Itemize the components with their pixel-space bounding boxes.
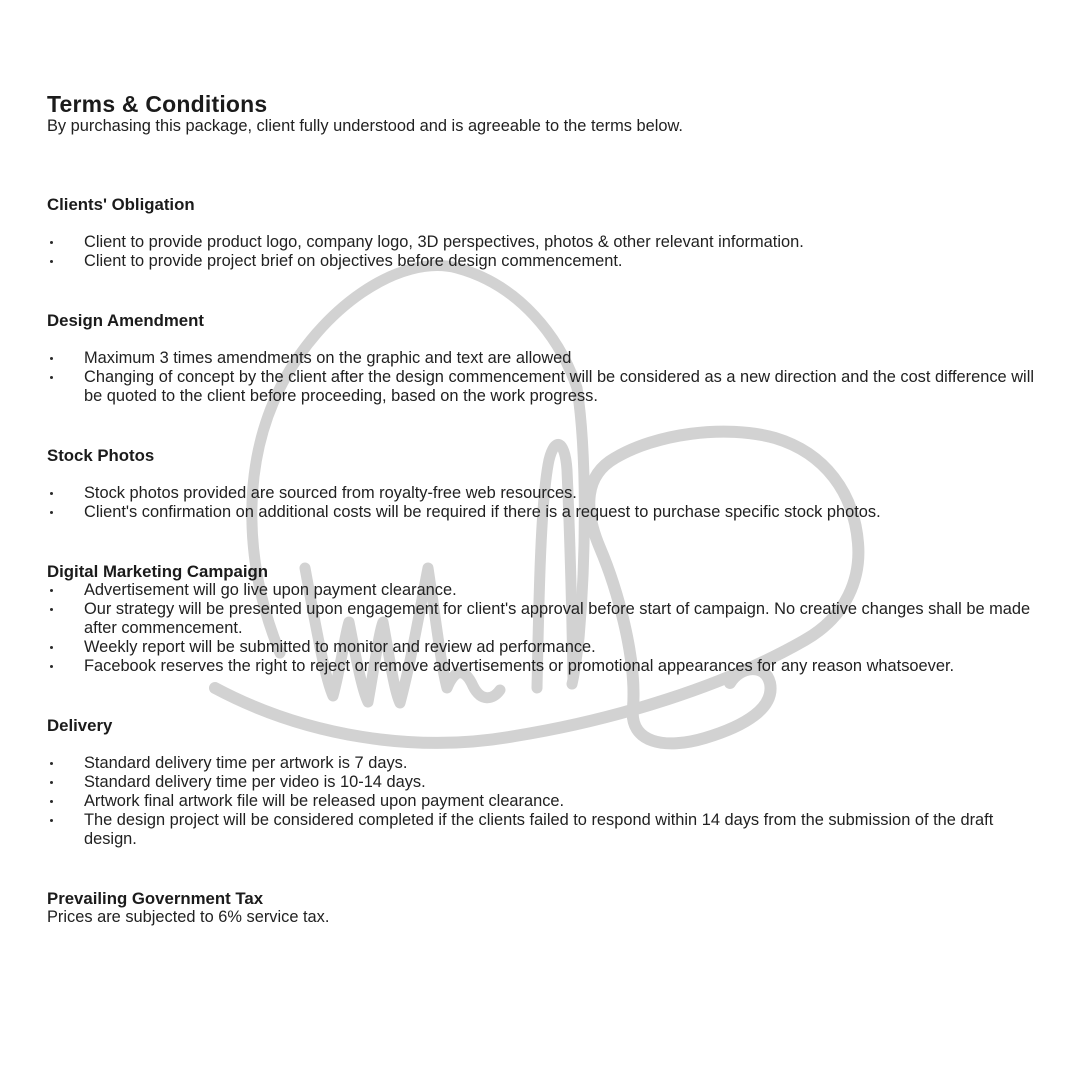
bullet-item: [47, 581, 1049, 600]
bullet-dot-icon: [50, 589, 53, 592]
bullet-text: Facebook reserves the right to reject or remove advertisements or promotional appearances for any reason whatsoever.: [84, 657, 955, 675]
bullet-item: [47, 754, 1049, 773]
section-clients-obligation: [47, 195, 1049, 271]
bullet-item: [47, 657, 1049, 676]
bullet-item: [47, 811, 1049, 849]
page-title: Terms & Conditions: [47, 91, 268, 117]
bullet-item: [47, 600, 1049, 638]
bullet-dot-icon: [50, 608, 53, 611]
bullet-text: Changing of concept by the client after the design commencement will be considered as a new direction and the cost difference will be quoted to the client before proceeding, based on the work progress.: [84, 368, 1034, 405]
intro-text: By purchasing this package, client fully understood and is agreeable to the terms below.: [47, 117, 683, 135]
bullet-list: [47, 349, 1049, 406]
bullet-text: Stock photos provided are sourced from royalty-free web resources.: [84, 484, 577, 502]
bullet-item: [47, 368, 1049, 406]
bullet-dot-icon: [50, 781, 53, 784]
bullet-dot-icon: [50, 665, 53, 668]
section-heading: Digital Marketing Campaign: [47, 562, 268, 581]
section-heading: Design Amendment: [47, 311, 204, 330]
bullet-dot-icon: [50, 819, 53, 822]
bullet-dot-icon: [50, 376, 53, 379]
section-heading: Stock Photos: [47, 446, 155, 465]
section-design-amendment: [47, 311, 1049, 406]
section-prevailing-government-tax: [47, 889, 1049, 927]
bullet-dot-icon: [50, 492, 53, 495]
bullet-list: [47, 484, 1049, 522]
section-digital-marketing-campaign: [47, 562, 1049, 676]
bullet-dot-icon: [50, 511, 53, 514]
bullet-dot-icon: [50, 241, 53, 244]
bullet-item: [47, 773, 1049, 792]
section-text: Prices are subjected to 6% service tax.: [47, 908, 330, 926]
bullet-dot-icon: [50, 357, 53, 360]
bullet-item: [47, 233, 1049, 252]
bullet-text: Artwork final artwork file will be released upon payment clearance.: [84, 792, 565, 810]
bullet-text: Standard delivery time per artwork is 7 days.: [84, 754, 408, 772]
section-delivery: [47, 716, 1049, 849]
bullet-text: Client to provide product logo, company logo, 3D perspectives, photos & other relevant information.: [84, 233, 804, 251]
bullet-dot-icon: [50, 646, 53, 649]
bullet-item: [47, 349, 1049, 368]
bullet-item: [47, 792, 1049, 811]
bullet-item: [47, 484, 1049, 503]
bullet-text: Weekly report will be submitted to monitor and review ad performance.: [84, 638, 596, 656]
bullet-dot-icon: [50, 260, 53, 263]
bullet-item: [47, 503, 1049, 522]
bullet-item: [47, 252, 1049, 271]
bullet-item: [47, 638, 1049, 657]
bullet-list: [47, 233, 1049, 271]
sections-container: [47, 195, 1049, 927]
section-heading: Clients' Obligation: [47, 195, 195, 214]
bullet-text: Maximum 3 times amendments on the graphic and text are allowed: [84, 349, 572, 367]
section-heading: Delivery: [47, 716, 113, 735]
bullet-text: Advertisement will go live upon payment clearance.: [84, 581, 457, 599]
terms-content: [47, 92, 1049, 927]
bullet-text: Standard delivery time per video is 10-14 days.: [84, 773, 426, 791]
bullet-text: The design project will be considered completed if the clients failed to respond within 14 days from the submission of the draft design.: [84, 811, 994, 848]
bullet-text: Client to provide project brief on objectives before design commencement.: [84, 252, 623, 270]
bullet-text: Our strategy will be presented upon engagement for client's approval before start of campaign. No creative changes shall be made after commencement.: [84, 600, 1031, 637]
bullet-list: [47, 754, 1049, 849]
section-heading: Prevailing Government Tax: [47, 889, 264, 908]
bullet-list: [47, 581, 1049, 676]
bullet-dot-icon: [50, 800, 53, 803]
bullet-dot-icon: [50, 762, 53, 765]
section-stock-photos: [47, 446, 1049, 522]
bullet-text: Client's confirmation on additional costs will be required if there is a request to purchase specific stock photos.: [84, 503, 881, 521]
